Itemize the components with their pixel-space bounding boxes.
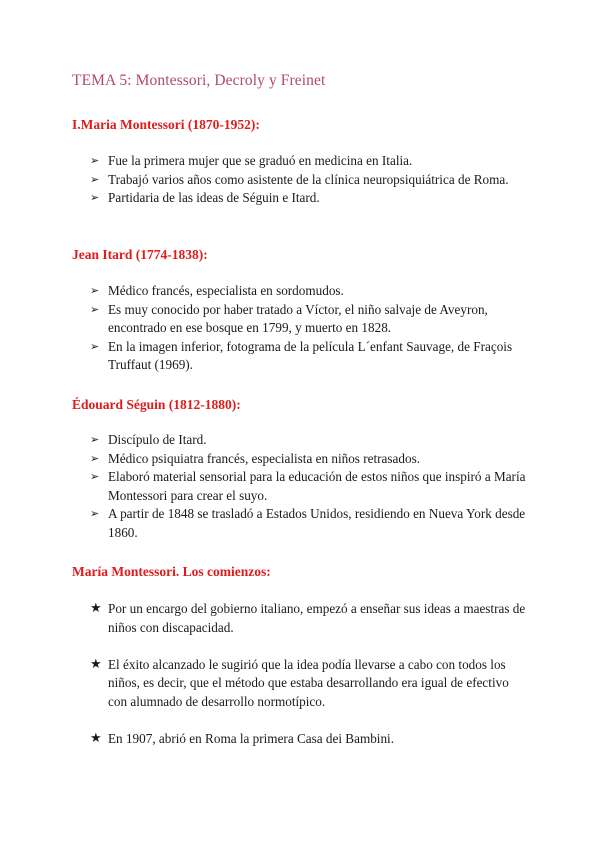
list-item bbox=[90, 338, 530, 375]
list-item bbox=[90, 189, 530, 208]
list-item bbox=[90, 171, 530, 190]
bullet-list-seguin bbox=[90, 431, 530, 542]
list-item bbox=[90, 600, 530, 637]
list-item-text: Es muy conocido por haber tratado a Víctor, el niño salvaje de Aveyron, encontrado en ese bosque en 1799, y muerto en 1828. bbox=[108, 301, 488, 335]
arrow-bullet-icon: ➢ bbox=[90, 284, 100, 297]
bullet-list-itard bbox=[90, 282, 530, 375]
list-item-text: Partidaria de las ideas de Séguin e Itard. bbox=[108, 190, 320, 205]
arrow-bullet-icon: ➢ bbox=[90, 191, 100, 204]
list-item bbox=[90, 656, 530, 712]
document-title: TEMA 5: Montessori, Decroly y Freinet bbox=[72, 72, 326, 89]
list-item-text: Médico francés, especialista en sordomudos. bbox=[108, 283, 344, 298]
arrow-bullet-icon: ➢ bbox=[90, 470, 100, 483]
list-item bbox=[90, 450, 530, 469]
section-heading-seguin: Édouard Séguin (1812-1880): bbox=[72, 397, 241, 412]
list-item bbox=[90, 282, 530, 301]
list-item bbox=[90, 468, 530, 505]
star-bullet-icon: ★ bbox=[90, 730, 102, 746]
section-heading-montessori-bio: I.Maria Montessori (1870-1952): bbox=[72, 117, 260, 132]
star-bullet-icon: ★ bbox=[90, 656, 102, 672]
arrow-bullet-icon: ➢ bbox=[90, 302, 100, 316]
list-item-text: Discípulo de Itard. bbox=[108, 432, 207, 447]
arrow-bullet-icon: ➢ bbox=[90, 154, 100, 167]
list-item-text: Médico psiquiatra francés, especialista en niños retrasados. bbox=[108, 450, 420, 466]
list-item bbox=[90, 431, 530, 450]
list-item-text: Elaboró material sensorial para la educación de estos niños que inspiró a María Montessori para crear el suyo. bbox=[108, 469, 526, 503]
star-bullet-icon: ★ bbox=[90, 601, 102, 616]
bullet-list-montessori-bio bbox=[90, 152, 530, 208]
list-item-text: Fue la primera mujer que se graduó en medicina en Italia. bbox=[108, 153, 413, 168]
bullet-list-montessori-beginnings bbox=[90, 600, 530, 767]
list-item-text: En la imagen inferior, fotograma de la película L´enfant Sauvage, de Fraçois Truffaut (1969). bbox=[108, 338, 513, 372]
list-item bbox=[90, 301, 530, 338]
arrow-bullet-icon: ➢ bbox=[90, 339, 100, 353]
list-item-text: Trabajó varios años como asistente de la clínica neuropsiquiátrica de Roma. bbox=[108, 171, 509, 187]
list-item-text: El éxito alcanzado le sugirió que la idea podía llevarse a cabo con todos los niños, es decir, que el método que estaba desarrollando era igual de efectivo con alumnado de desarrollo normotípico. bbox=[108, 656, 509, 709]
list-item bbox=[90, 730, 530, 749]
arrow-bullet-icon: ➢ bbox=[90, 507, 100, 520]
arrow-bullet-icon: ➢ bbox=[90, 451, 100, 465]
section-heading-itard: Jean Itard (1774-1838): bbox=[72, 247, 208, 262]
list-item bbox=[90, 152, 530, 171]
arrow-bullet-icon: ➢ bbox=[90, 433, 100, 446]
list-item-text: A partir de 1848 se trasladó a Estados Unidos, residiendo en Nueva York desde 1860. bbox=[108, 506, 526, 540]
list-item-text: En 1907, abrió en Roma la primera Casa dei Bambini. bbox=[108, 730, 395, 746]
section-heading-montessori-beginnings: María Montessori. Los comienzos: bbox=[72, 564, 271, 579]
list-item bbox=[90, 505, 530, 542]
arrow-bullet-icon: ➢ bbox=[90, 172, 100, 186]
list-item-text: Por un encargo del gobierno italiano, empezó a enseñar sus ideas a maestras de niños con discapacidad. bbox=[108, 601, 526, 635]
